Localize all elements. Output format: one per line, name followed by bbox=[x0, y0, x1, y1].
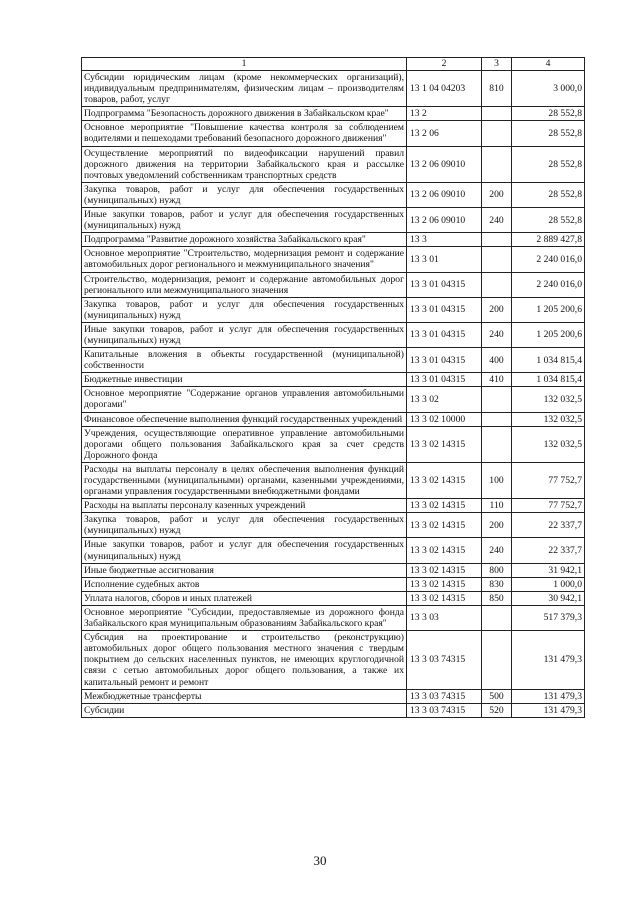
row-name-cell: Закупка товаров, работ и услуг для обеспечения государственных (муниципальных) нужд bbox=[82, 297, 407, 322]
row-amount-cell: 77 752,7 bbox=[512, 462, 585, 498]
table-row bbox=[82, 182, 585, 207]
row-amount-cell: 1 034 815,4 bbox=[512, 373, 585, 387]
row-code-cell: 13 3 03 bbox=[407, 605, 482, 630]
row-name-cell: Учреждения, осуществляющие оперативное управление автомобильными дорогами общего пользования Забайкальского края за счет средств Дорожного фонда bbox=[82, 426, 407, 462]
row-name-cell: Уплата налогов, сборов и иных платежей bbox=[82, 591, 407, 605]
table-row bbox=[82, 703, 585, 717]
row-name-cell: Основное мероприятие "Содержание органов управления автомобильными дорогами" bbox=[82, 387, 407, 412]
row-type-cell bbox=[482, 233, 512, 247]
row-type-cell: 830 bbox=[482, 577, 512, 591]
page-number: 30 bbox=[313, 853, 327, 868]
row-name-cell: Расходы на выплаты персоналу в целях обеспечения выполнения функций государственными (муниципальными) органами, казенными учреждениями, органами управления государственными внебюджетными фондами bbox=[82, 462, 407, 498]
row-type-cell bbox=[482, 121, 512, 146]
row-name-cell: Основное мероприятие "Субсидии, предоставляемые из дорожного фонда Забайкальского края муниципальным образованиям Забайкальского края" bbox=[82, 605, 407, 630]
row-type-cell: 400 bbox=[482, 348, 512, 373]
row-name-cell: Капитальные вложения в объекты государственной (муниципальной) собственности bbox=[82, 348, 407, 373]
row-name-cell: Подпрограмма "Развитие дорожного хозяйства Забайкальского края" bbox=[82, 233, 407, 247]
row-name-cell: Закупка товаров, работ и услуг для обеспечения государственных (муниципальных) нужд bbox=[82, 513, 407, 538]
row-type-cell: 810 bbox=[482, 71, 512, 107]
row-amount-cell: 131 479,3 bbox=[512, 703, 585, 717]
table-row bbox=[82, 247, 585, 272]
row-type-cell: 850 bbox=[482, 591, 512, 605]
row-type-cell: 100 bbox=[482, 462, 512, 498]
table-row bbox=[82, 107, 585, 121]
row-name-cell: Иные закупки товаров, работ и услуг для обеспечения государственных (муниципальных) нужд bbox=[82, 538, 407, 563]
row-amount-cell: 2 240 016,0 bbox=[512, 247, 585, 272]
row-name-cell: Бюджетные инвестиции bbox=[82, 373, 407, 387]
row-name-cell: Субсидия на проектирование и строительство (реконструкцию) автомобильных дорог общего пользования местного значения с твердым покрытием до сельских населенных пунктов, не имеющих круглогодичной связи с сетью автомобильных дорог общего пользования, а также их капитальный ремонт и ремонт bbox=[82, 631, 407, 689]
row-amount-cell: 3 000,0 bbox=[512, 71, 585, 107]
row-amount-cell: 22 337,7 bbox=[512, 513, 585, 538]
row-amount-cell: 28 552,8 bbox=[512, 146, 585, 182]
row-code-cell: 13 3 02 10000 bbox=[407, 412, 482, 426]
row-type-cell: 410 bbox=[482, 373, 512, 387]
row-name-cell: Субсидии юридическим лицам (кроме некоммерческих организаций), индивидуальным предпринимателям, физическим лицам – производителям товаров, работ, услуг bbox=[82, 71, 407, 107]
row-code-cell: 13 2 bbox=[407, 107, 482, 121]
row-type-cell: 240 bbox=[482, 322, 512, 347]
table-row bbox=[82, 577, 585, 591]
row-amount-cell: 28 552,8 bbox=[512, 182, 585, 207]
table-row bbox=[82, 348, 585, 373]
row-amount-cell: 28 552,8 bbox=[512, 121, 585, 146]
row-amount-cell: 132 032,5 bbox=[512, 387, 585, 412]
row-code-cell: 13 3 01 04315 bbox=[407, 297, 482, 322]
table-header-row bbox=[82, 58, 585, 71]
row-amount-cell: 1 034 815,4 bbox=[512, 348, 585, 373]
row-name-cell: Основное мероприятие "Строительство, модернизация ремонт и содержание автомобильных дорог регионального и межмуниципального значения" bbox=[82, 247, 407, 272]
row-code-cell: 13 2 06 bbox=[407, 121, 482, 146]
row-code-cell: 13 3 02 14315 bbox=[407, 462, 482, 498]
table-row bbox=[82, 233, 585, 247]
row-code-cell: 13 3 01 bbox=[407, 247, 482, 272]
row-type-cell: 200 bbox=[482, 297, 512, 322]
table-row bbox=[82, 71, 585, 107]
row-type-cell bbox=[482, 387, 512, 412]
row-name-cell: Исполнение судебных актов bbox=[82, 577, 407, 591]
row-name-cell: Подпрограмма "Безопасность дорожного движения в Забайкальском крае" bbox=[82, 107, 407, 121]
row-amount-cell: 132 032,5 bbox=[512, 412, 585, 426]
row-code-cell: 13 3 02 14315 bbox=[407, 426, 482, 462]
row-name-cell: Межбюджетные трансферты bbox=[82, 689, 407, 703]
row-amount-cell: 2 240 016,0 bbox=[512, 272, 585, 297]
row-name-cell: Субсидии bbox=[82, 703, 407, 717]
row-type-cell: 200 bbox=[482, 513, 512, 538]
row-code-cell: 13 3 01 04315 bbox=[407, 348, 482, 373]
row-type-cell: 240 bbox=[482, 538, 512, 563]
row-amount-cell: 517 379,3 bbox=[512, 605, 585, 630]
row-code-cell: 13 2 06 09010 bbox=[407, 146, 482, 182]
row-code-cell: 13 3 01 04315 bbox=[407, 373, 482, 387]
table-row bbox=[82, 208, 585, 233]
row-code-cell: 13 3 02 14315 bbox=[407, 563, 482, 577]
row-code-cell: 13 2 06 09010 bbox=[407, 182, 482, 207]
row-amount-cell: 28 552,8 bbox=[512, 107, 585, 121]
row-amount-cell: 30 942,1 bbox=[512, 591, 585, 605]
budget-table bbox=[81, 57, 585, 718]
row-code-cell: 13 3 02 14315 bbox=[407, 499, 482, 513]
row-type-cell: 200 bbox=[482, 182, 512, 207]
row-amount-cell: 131 479,3 bbox=[512, 689, 585, 703]
row-type-cell bbox=[482, 146, 512, 182]
row-type-cell bbox=[482, 412, 512, 426]
header-cell: 3 bbox=[482, 58, 512, 71]
row-type-cell bbox=[482, 426, 512, 462]
row-name-cell: Иные закупки товаров, работ и услуг для обеспечения государственных (муниципальных) нужд bbox=[82, 322, 407, 347]
row-code-cell: 13 3 02 14315 bbox=[407, 513, 482, 538]
row-code-cell: 13 2 06 09010 bbox=[407, 208, 482, 233]
table-row bbox=[82, 272, 585, 297]
row-code-cell: 13 3 02 14315 bbox=[407, 591, 482, 605]
row-type-cell: 110 bbox=[482, 499, 512, 513]
row-amount-cell: 1 000,0 bbox=[512, 577, 585, 591]
row-type-cell bbox=[482, 107, 512, 121]
table-row bbox=[82, 426, 585, 462]
row-code-cell: 13 1 04 04203 bbox=[407, 71, 482, 107]
row-code-cell: 13 3 03 74315 bbox=[407, 689, 482, 703]
row-type-cell bbox=[482, 247, 512, 272]
table-row bbox=[82, 373, 585, 387]
row-name-cell: Закупка товаров, работ и услуг для обеспечения государственных (муниципальных) нужд bbox=[82, 182, 407, 207]
row-type-cell bbox=[482, 605, 512, 630]
table-row bbox=[82, 538, 585, 563]
table-row bbox=[82, 322, 585, 347]
row-code-cell: 13 3 02 14315 bbox=[407, 577, 482, 591]
row-code-cell: 13 3 03 74315 bbox=[407, 703, 482, 717]
table-row bbox=[82, 563, 585, 577]
header-cell: 2 bbox=[407, 58, 482, 71]
row-amount-cell: 28 552,8 bbox=[512, 208, 585, 233]
row-amount-cell: 22 337,7 bbox=[512, 538, 585, 563]
row-name-cell: Основное мероприятие "Повышение качества контроля за соблюдением водителями и пешеходами требований безопасного дорожного движения" bbox=[82, 121, 407, 146]
row-amount-cell: 77 752,7 bbox=[512, 499, 585, 513]
table-row bbox=[82, 499, 585, 513]
row-amount-cell: 132 032,5 bbox=[512, 426, 585, 462]
row-type-cell: 800 bbox=[482, 563, 512, 577]
row-code-cell: 13 3 01 04315 bbox=[407, 322, 482, 347]
row-code-cell: 13 3 bbox=[407, 233, 482, 247]
row-amount-cell: 131 479,3 bbox=[512, 631, 585, 689]
row-code-cell: 13 3 02 14315 bbox=[407, 538, 482, 563]
row-name-cell: Строительство, модернизация, ремонт и содержание автомобильных дорог регионального или межмуниципального значения bbox=[82, 272, 407, 297]
row-amount-cell: 2 889 427,8 bbox=[512, 233, 585, 247]
table-row bbox=[82, 121, 585, 146]
table-row bbox=[82, 513, 585, 538]
table-row bbox=[82, 412, 585, 426]
row-type-cell: 240 bbox=[482, 208, 512, 233]
row-name-cell: Финансовое обеспечение выполнения функций государственных учреждений bbox=[82, 412, 407, 426]
table-row bbox=[82, 387, 585, 412]
row-amount-cell: 1 205 200,6 bbox=[512, 322, 585, 347]
header-cell: 4 bbox=[512, 58, 585, 71]
table-row bbox=[82, 462, 585, 498]
header-cell: 1 bbox=[82, 58, 407, 71]
row-name-cell: Иные бюджетные ассигнования bbox=[82, 563, 407, 577]
row-type-cell bbox=[482, 631, 512, 689]
table-row bbox=[82, 605, 585, 630]
row-amount-cell: 1 205 200,6 bbox=[512, 297, 585, 322]
row-type-cell: 500 bbox=[482, 689, 512, 703]
row-type-cell: 520 bbox=[482, 703, 512, 717]
table-row bbox=[82, 146, 585, 182]
row-name-cell: Иные закупки товаров, работ и услуг для обеспечения государственных (муниципальных) нужд bbox=[82, 208, 407, 233]
row-code-cell: 13 3 02 bbox=[407, 387, 482, 412]
row-code-cell: 13 3 01 04315 bbox=[407, 272, 482, 297]
row-type-cell bbox=[482, 272, 512, 297]
table-row bbox=[82, 689, 585, 703]
table-row bbox=[82, 591, 585, 605]
table-row bbox=[82, 297, 585, 322]
row-name-cell: Осуществление мероприятий по видеофиксации нарушений правил дорожного движения на территории Забайкальского края и рассылке почтовых уведомлений собственникам транспортных средств bbox=[82, 146, 407, 182]
row-amount-cell: 31 942,1 bbox=[512, 563, 585, 577]
row-code-cell: 13 3 03 74315 bbox=[407, 631, 482, 689]
row-name-cell: Расходы на выплаты персоналу казенных учреждений bbox=[82, 499, 407, 513]
table-row bbox=[82, 631, 585, 689]
